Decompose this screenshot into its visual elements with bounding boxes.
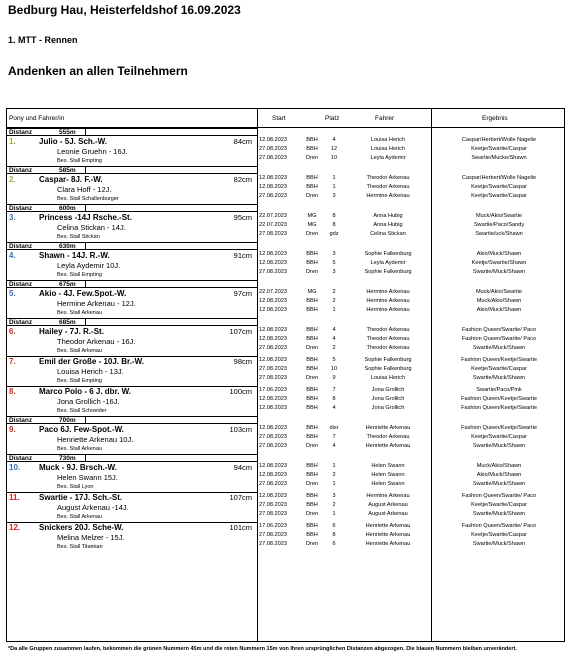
rider-name: Leonie Gruehn - 16J.	[57, 147, 128, 156]
race-location: BBH	[306, 434, 318, 441]
document-subtitle: Andenken an allen Teilnehmern	[8, 64, 188, 78]
race-date: 27.08.2023	[259, 434, 287, 441]
race-place: 4	[332, 405, 336, 412]
race-date: 22.07.2023	[259, 289, 287, 295]
race-location: BBH	[306, 357, 318, 363]
race-location: MG	[307, 213, 317, 219]
stall-owner: Bes. Stall Empting	[57, 272, 102, 278]
entry-number: 8.	[9, 387, 16, 396]
race-driver: Louisa Herich	[370, 375, 406, 382]
race-result: Swartie/Muck/Shawn	[472, 511, 526, 518]
distance-divider	[85, 243, 87, 250]
race-date: 27.08.2023	[259, 193, 287, 200]
pony-name: Paco 6J. Few-Spot.-W.	[39, 425, 124, 434]
race-result: Swartie/Muck/Shawn	[472, 375, 526, 382]
race-location: BBH	[306, 327, 318, 333]
race-result: Akio/Muck/Shawn	[476, 307, 522, 314]
race-place: 4	[332, 137, 336, 143]
race-driver: Henriette Arkenau	[365, 532, 411, 539]
distance-divider	[85, 167, 87, 174]
column-header-ergebnis: Ergebnis	[482, 115, 508, 122]
stall-owner: Bes. Stall Empting	[57, 158, 102, 164]
race-date: 27.08.2023	[259, 366, 287, 373]
race-driver: Louisa Herich	[370, 137, 406, 143]
race-location: BBH	[306, 184, 318, 191]
race-place: 3	[332, 493, 336, 499]
pony-name: Princess -14J Rsche.-St.	[39, 213, 132, 222]
column-header-fahrer: Fahrer	[375, 115, 395, 122]
race-date: 27.08.2023	[259, 443, 287, 450]
distance-label: Distanz	[9, 243, 33, 250]
race-date: 12.08.2023	[259, 260, 287, 267]
race-result: Keetje/Swartie/Shawn	[471, 260, 527, 267]
stall-owner: Bes. Stall Arkenau	[57, 348, 102, 354]
pony-size: 95cm	[233, 213, 252, 222]
race-location: BBH	[306, 493, 318, 499]
stall-owner: Bes. Stall Arkenau	[57, 514, 102, 520]
race-result: Caspar/Herbert/Wolle Nagelie	[461, 175, 537, 181]
race-result: Keetje/Swartie/Caspar	[471, 532, 527, 539]
race-date: 27.08.2023	[259, 502, 287, 509]
pony-size: 82cm	[233, 175, 252, 184]
distance-value: 675m	[59, 281, 76, 288]
race-place: 4	[332, 327, 336, 333]
race-place: gdz	[329, 231, 339, 238]
distance-row	[7, 318, 257, 326]
distance-value: 585m	[59, 167, 76, 174]
rider-name: Hermine Arkenau - 12J.	[57, 299, 136, 308]
race-location: BBH	[306, 472, 318, 479]
race-driver: Anna Hubig	[373, 222, 403, 229]
distance-row	[7, 128, 257, 136]
race-location: BBH	[306, 146, 318, 153]
rider-name: Henriette Arkenau 10J.	[57, 435, 134, 444]
race-driver: Henriette Arkenau	[365, 425, 411, 431]
race-date: 12.08.2023	[259, 396, 287, 403]
distance-label: Distanz	[9, 455, 33, 462]
race-result: Keetje/Swartie/Caspar	[471, 434, 527, 441]
distance-value: 700m	[59, 417, 76, 424]
document-title: Bedburg Hau, Heisterfeldshof 16.09.2023	[8, 3, 241, 17]
entry-number: 4.	[9, 251, 16, 260]
race-place: 12	[330, 146, 338, 153]
race-date: 12.08.2023	[259, 251, 287, 257]
race-location: BBH	[306, 307, 318, 314]
distance-divider	[85, 417, 87, 424]
race-driver: Sophie Falkenburg	[364, 251, 412, 257]
race-date: 22.07.2023	[259, 222, 287, 229]
race-result: Fashion Queen/Swartie/ Paco	[461, 493, 537, 499]
race-location: Dren	[305, 231, 319, 238]
race-date: 27.08.2023	[259, 541, 287, 548]
race-place: 9	[332, 375, 336, 382]
race-location: BBH	[306, 175, 318, 181]
race-date: 22.07.2023	[259, 213, 287, 219]
race-result: Keetje/Swartie/Caspar	[471, 146, 527, 153]
race-result: Swartie/Paco/Sandy	[473, 222, 525, 229]
race-place: 1	[332, 307, 336, 314]
pony-name: Shawn - 14J. R.-W.	[39, 251, 110, 260]
distance-label: Distanz	[9, 417, 33, 424]
rider-name: Melina Melzer - 15J.	[57, 533, 125, 542]
entry-row	[7, 288, 564, 318]
race-location: BBH	[306, 463, 318, 469]
distance-label: Distanz	[9, 205, 33, 212]
race-location: BBH	[306, 137, 318, 143]
entry-number: 6.	[9, 327, 16, 336]
race-location: Dren	[305, 193, 319, 200]
race-date: 27.08.2023	[259, 231, 287, 238]
entry-row	[7, 356, 564, 386]
race-driver: Celina Stickan	[370, 231, 406, 238]
race-driver: August Arkenau	[368, 511, 408, 518]
race-driver: Henriette Arkenau	[365, 541, 411, 548]
race-driver: Helen Swann	[371, 463, 405, 469]
entry-row	[7, 492, 564, 522]
distance-divider	[85, 129, 87, 136]
race-result: Keetje/Swartie/Caspar	[471, 193, 527, 200]
stall-owner: Bes. Stall Titamian	[57, 544, 103, 550]
race-date: 12.08.2023	[259, 184, 287, 191]
table-header-row	[7, 109, 564, 128]
pony-size: 100cm	[229, 387, 252, 396]
entry-number: 11.	[9, 493, 20, 502]
race-driver: Anna Hubig	[373, 213, 403, 219]
pony-name: Snickers 20J. Sche-W.	[39, 523, 124, 532]
race-driver: Hermine Arkenau	[366, 289, 410, 295]
race-date: 12.08.2023	[259, 463, 287, 469]
race-location: BBH	[306, 251, 318, 257]
distance-row	[7, 280, 257, 288]
entry-row	[7, 462, 564, 492]
race-date: 12.08.2023	[259, 307, 287, 314]
pony-name: Marco Polo - 6 J. dbr. W.	[39, 387, 132, 396]
rider-name: Theodor Arkenau - 16J.	[57, 337, 136, 346]
entry-number: 12.	[9, 523, 21, 532]
distance-divider	[85, 319, 87, 326]
stall-owner: Bes. Stall Empting	[57, 378, 102, 384]
race-place: 3	[332, 269, 336, 276]
race-date: 27.08.2023	[259, 481, 287, 488]
entry-row	[7, 522, 564, 552]
race-place: 4	[332, 336, 336, 343]
race-place: 8	[332, 532, 336, 539]
race-location: Dren	[305, 511, 319, 518]
race-result: Fashion Queen/Swartie/ Paco	[461, 523, 537, 529]
column-header-platz: Platz	[325, 115, 340, 122]
entry-row	[7, 174, 564, 204]
race-location: BBH	[306, 387, 318, 393]
race-driver: Sophie Falkenburg	[364, 269, 412, 276]
race-driver: Sophie Falkenburg	[364, 366, 412, 373]
race-driver: Hermine Arkenau	[366, 307, 410, 314]
distance-label: Distanz	[9, 281, 33, 288]
race-result: Swartie/Mucke/Shawn	[471, 155, 527, 162]
race-location: Dren	[305, 443, 319, 450]
race-place: 4	[332, 443, 336, 450]
race-place: 1	[332, 184, 336, 191]
race-driver: Helen Swann	[371, 472, 405, 479]
race-date: 17.06.2023	[259, 387, 287, 393]
stall-owner: Bes. Stall Arkenau	[57, 310, 102, 316]
pony-size: 91cm	[233, 251, 252, 260]
race-driver: Henriette Arkenau	[365, 443, 411, 450]
race-driver: Leyla Aydemir	[370, 155, 406, 162]
race-date: 12.08.2023	[259, 405, 287, 412]
race-place: 2	[332, 345, 336, 352]
race-location: Dren	[305, 541, 319, 548]
race-driver: Theodor Arkenau	[366, 175, 410, 181]
race-location: MG	[307, 289, 317, 295]
rider-name: Helen Swann 15J.	[57, 473, 118, 482]
race-date: 27.08.2023	[259, 155, 287, 162]
pony-size: 94cm	[233, 463, 252, 472]
pony-size: 84cm	[233, 137, 252, 146]
pony-size: 97cm	[233, 289, 252, 298]
stall-owner: Bes. Stall Arkenau	[57, 446, 102, 452]
race-result: Fashion Queen/Keetje/Swartie	[461, 396, 537, 403]
race-location: BBH	[306, 260, 318, 267]
race-location: BBH	[306, 523, 318, 529]
race-location: Dren	[305, 155, 319, 162]
race-driver: Jona Grollich	[371, 405, 405, 412]
race-place: 8	[332, 213, 336, 219]
race-result: Fashion Queen/Keetje/Swartie	[461, 357, 537, 363]
rider-name: August Arkenau -14J.	[57, 503, 129, 512]
pony-size: 107cm	[229, 327, 252, 336]
race-date: 27.08.2023	[259, 345, 287, 352]
pony-name: Akio - 4J. Few.Spot.-W.	[39, 289, 127, 298]
pony-size: 98cm	[233, 357, 252, 366]
race-place: 3	[332, 251, 336, 257]
stall-owner: Bes. Stall Schneider	[57, 408, 107, 414]
pony-name: Caspar- 8J. F.-W.	[39, 175, 103, 184]
race-result: Akio/Muck/Shawn	[476, 251, 522, 257]
race-date: 12.08.2023	[259, 327, 287, 333]
distance-value: 685m	[59, 319, 76, 326]
entry-row	[7, 136, 564, 166]
race-result: Keetje/Swartie/Caspar	[471, 366, 527, 373]
race-result: Muck/Akio/Swartie	[475, 289, 522, 295]
distance-label: Distanz	[9, 167, 33, 174]
pony-name: Julio - 5J. Sch.-W.	[39, 137, 108, 146]
race-result: Caspar/Herbert/Wolle Nagelie	[461, 137, 537, 143]
pony-name: Muck - 9J. Brsch.-W.	[39, 463, 117, 472]
race-location: BBH	[306, 366, 318, 373]
race-driver: Theodor Arkenau	[366, 434, 410, 441]
entry-row	[7, 386, 564, 416]
race-place: 7	[332, 387, 336, 393]
footnote: *Da alle Gruppen zusammen laufen, bekommen die grünen Nummern 45m und die roten Nummern 15m von Ihren ursprünglichen Distanzen abgezogen. Die blauen Nummern bleiben unverändert.	[8, 646, 517, 652]
race-location: BBH	[306, 502, 318, 509]
race-place: 2	[332, 502, 336, 509]
race-place: 2	[332, 289, 336, 295]
race-place: 3	[332, 193, 336, 200]
rider-name: Leyla Aydemir 10J.	[57, 261, 121, 270]
distance-value: 730m	[59, 455, 76, 462]
race-date: 12.08.2023	[259, 493, 287, 499]
race-location: Dren	[305, 269, 319, 276]
distance-row	[7, 242, 257, 250]
race-driver: Theodor Arkenau	[366, 345, 410, 352]
race-date: 12.08.2023	[259, 425, 287, 431]
race-result: Fashion Queen/Keetje/Swartie	[461, 405, 537, 412]
stall-owner: Bes. Stall Lyon	[57, 484, 94, 490]
race-place: disr	[329, 425, 339, 431]
race-location: MG	[307, 222, 317, 229]
race-result: Swartie/Muck/Shawn	[472, 443, 526, 450]
race-driver: Hermine Arkenau	[366, 298, 410, 305]
entry-number: 9.	[9, 425, 16, 434]
column-header-start: Start	[272, 115, 286, 122]
stall-owner: Bes. Stall Schallenburger	[57, 196, 119, 202]
distance-row	[7, 204, 257, 212]
race-place: 1	[332, 481, 336, 488]
pony-size: 103cm	[229, 425, 252, 434]
entry-number: 2.	[9, 175, 16, 184]
race-driver: Hermine Arkenau	[366, 193, 410, 200]
race-result: Swartie/uck/Shawn	[475, 231, 523, 238]
distance-row	[7, 454, 257, 462]
column-header-pony: Pony und Fahrer/in	[9, 115, 65, 122]
race-date: 12.08.2023	[259, 336, 287, 343]
distance-row	[7, 166, 257, 174]
race-date: 27.08.2023	[259, 511, 287, 518]
entry-number: 1.	[9, 137, 16, 146]
entry-number: 5.	[9, 289, 16, 298]
race-date: 17.06.2023	[259, 523, 287, 529]
race-place: 6	[332, 523, 336, 529]
race-location: BBH	[306, 425, 318, 431]
race-result: Muck/Akio/Shawn	[476, 298, 522, 305]
race-result: Fashion Queen/Keetje/Swartie	[461, 425, 537, 431]
race-place: 10	[330, 155, 338, 162]
race-result: Swartie/Muck/Shawn	[472, 345, 526, 352]
race-driver: Jona Grollich	[371, 387, 405, 393]
pony-name: Swartie - 17J. Sch.-St.	[39, 493, 123, 502]
stall-owner: Bes. Stall Stickan	[57, 234, 100, 240]
race-driver: Hermine Arkenau	[366, 493, 410, 499]
race-date: 12.08.2023	[259, 472, 287, 479]
race-result: Muck/Akio/Swartie	[475, 213, 522, 219]
race-driver: Jona Grollich	[371, 396, 405, 403]
entry-row	[7, 326, 564, 356]
race-place: 10	[330, 366, 338, 373]
race-result: Swartie/Muck/Shawn	[472, 481, 526, 488]
race-driver: Theodor Arkenau	[366, 336, 410, 343]
race-place: 2	[332, 298, 336, 305]
race-driver: August Arkenau	[368, 502, 408, 509]
distance-divider	[85, 455, 87, 462]
race-location: BBH	[306, 336, 318, 343]
race-location: BBH	[306, 532, 318, 539]
pony-name: Emil der Große - 10J. Br.-W.	[39, 357, 144, 366]
race-result: Swartie/Muck/Shawn	[472, 269, 526, 276]
race-driver: Helen Swann	[371, 481, 405, 488]
distance-row	[7, 416, 257, 424]
race-place: 1	[332, 463, 336, 469]
race-place: 8	[332, 396, 336, 403]
rider-name: Celina Stickan - 14J.	[57, 223, 126, 232]
distance-value: 600m	[59, 205, 76, 212]
distance-label: Distanz	[9, 319, 33, 326]
race-result: Muck/Akio/Shawn	[476, 463, 522, 469]
entry-row	[7, 424, 564, 454]
race-date: 27.08.2023	[259, 375, 287, 382]
distance-value: 555m	[59, 129, 76, 136]
race-place: 6	[332, 541, 336, 548]
rider-name: Louisa Herich - 13J.	[57, 367, 124, 376]
distance-divider	[85, 205, 87, 212]
race-result: Keetje/Swartie/Caspar	[471, 184, 527, 191]
distance-label: Distanz	[9, 129, 33, 136]
race-date: 12.08.2023	[259, 357, 287, 363]
rider-name: Jona Grollich -16J.	[57, 397, 120, 406]
race-driver: Henriette Arkenau	[365, 523, 411, 529]
race-driver: Theodor Arkenau	[366, 184, 410, 191]
distance-value: 630m	[59, 243, 76, 250]
distance-divider	[85, 281, 87, 288]
entry-number: 3.	[9, 213, 16, 222]
race-date: 27.08.2023	[259, 532, 287, 539]
race-place: 5	[332, 357, 336, 363]
race-location: BBH	[306, 298, 318, 305]
entry-row	[7, 250, 564, 280]
pony-size: 101cm	[229, 523, 252, 532]
race-place: 2	[332, 472, 336, 479]
race-location: Dren	[305, 345, 319, 352]
rider-name: Clara Hoff - 12J.	[57, 185, 112, 194]
race-date: 27.08.2023	[259, 269, 287, 276]
race-place: 1	[332, 511, 336, 518]
race-driver: Sophie Falkenburg	[364, 357, 412, 363]
race-place: 7	[332, 434, 336, 441]
entry-number: 7.	[9, 357, 16, 366]
race-date: 12.08.2023	[259, 175, 287, 181]
pony-name: Hailey - 7J. R.-St.	[39, 327, 104, 336]
entry-row	[7, 212, 564, 242]
race-location: Dren	[305, 481, 319, 488]
pony-size: 107cm	[229, 493, 252, 502]
race-place: 5	[332, 260, 336, 267]
race-driver: Leyla Aydemir	[370, 260, 406, 267]
race-date: 12.08.2023	[259, 137, 287, 143]
entry-number: 10.	[9, 463, 21, 472]
race-place: 1	[332, 175, 336, 181]
race-result: Akio/Muck/Shawn	[476, 472, 522, 479]
race-result: Swartie/Paco/Pink	[476, 387, 522, 393]
race-date: 12.08.2023	[259, 298, 287, 305]
race-location: BBH	[306, 396, 318, 403]
competition-label: 1. MTT - Rennen	[8, 35, 78, 45]
race-date: 27.08.2023	[259, 146, 287, 153]
results-table	[6, 108, 565, 642]
race-location: Dren	[305, 375, 319, 382]
race-result: Swartie/Muck/Shawn	[472, 541, 526, 548]
race-place: 8	[332, 222, 336, 229]
race-result: Fashion Queen/Swartie/ Paco	[461, 327, 537, 333]
race-driver: Louisa Herich	[370, 146, 406, 153]
race-result: Fashion Queen/Swartie/ Paco	[461, 336, 537, 343]
race-result: Keetje/Swartie/Caspar	[471, 502, 527, 509]
race-driver: Theodor Arkenau	[366, 327, 410, 333]
race-location: BBH	[306, 405, 318, 412]
